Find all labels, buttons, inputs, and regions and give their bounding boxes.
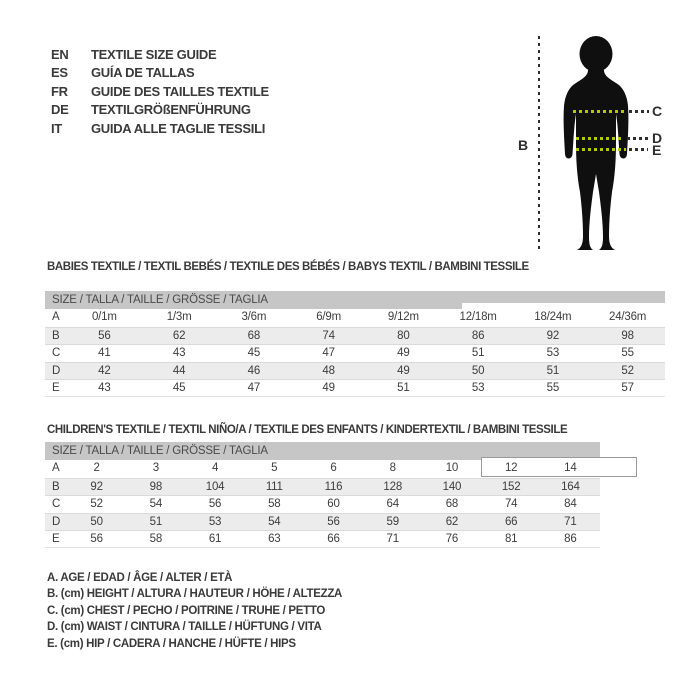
size-cell: 41: [98, 347, 111, 359]
size-cell: 18/24m: [534, 311, 572, 323]
chest-measure-dotted-line: [573, 110, 627, 113]
table-row-age: [45, 460, 600, 478]
size-cell: 62: [445, 515, 459, 528]
language-row-es: [51, 64, 269, 82]
hip-measure-leader-line: [629, 148, 648, 151]
size-cell: 61: [208, 533, 222, 545]
size-cell: 6: [330, 462, 337, 474]
size-cell: 81: [504, 533, 518, 545]
size-cell: 54: [268, 515, 281, 528]
babies-table-header-label: SIZE / TALLA / TAILLE / GRÖSSE / TAGLIA: [52, 294, 268, 306]
table-row-hip: [45, 379, 665, 397]
size-cell: 51: [397, 382, 410, 394]
language-guide-title: GUIDE DES TAILLES TEXTILE: [91, 83, 269, 99]
language-title-list: [51, 46, 269, 138]
row-label: E: [52, 533, 60, 545]
table-row-chest: [45, 495, 600, 513]
size-cell: 8: [389, 462, 396, 474]
size-cell: 62: [172, 329, 186, 342]
size-cell: 47: [322, 347, 335, 359]
size-cell: 5: [271, 462, 278, 474]
measure-label-waist: D: [652, 130, 663, 146]
row-label: E: [52, 382, 60, 394]
row-label: B: [52, 329, 60, 342]
size-cell: 68: [445, 498, 459, 510]
size-cell: 60: [327, 498, 340, 510]
size-cell: 56: [327, 515, 340, 528]
size-cell: 0/1m: [91, 311, 117, 323]
legend-line-chest: C. (cm) CHEST / PECHO / POITRINE / TRUHE / PETTO: [47, 604, 326, 617]
size-cell: 63: [268, 533, 281, 545]
size-cell: 50: [471, 364, 485, 377]
size-cell: 47: [247, 382, 261, 394]
measure-legend: [47, 570, 342, 652]
size-cell: 12: [504, 462, 518, 474]
measure-label-height: B: [518, 137, 529, 153]
size-cell: 9/12m: [387, 311, 419, 323]
size-cell: 52: [90, 498, 103, 510]
size-cell: 50: [90, 515, 103, 528]
size-cell: 2: [93, 462, 100, 474]
size-cell: 51: [471, 347, 485, 359]
size-cell: 111: [265, 480, 283, 493]
measure-label-chest: C: [652, 103, 663, 119]
size-cell: 57: [621, 382, 634, 394]
row-label: D: [52, 515, 61, 528]
language-guide-title: GUÍA DE TALLAS: [91, 65, 195, 81]
size-cell: 164: [561, 480, 580, 493]
size-cell: 64: [386, 498, 399, 510]
size-cell: 6/9m: [316, 311, 342, 323]
size-cell: 58: [149, 533, 163, 545]
size-cell: 53: [546, 347, 560, 359]
babies-table-header: [45, 291, 665, 309]
language-code: FR: [51, 83, 68, 99]
babies-section-title: BABIES TEXTILE / TEXTIL BEBÉS / TEXTILE DES BÉBÉS / BABYS TEXTIL / BAMBINI TESSILE: [47, 261, 529, 273]
row-label: C: [52, 498, 61, 510]
language-guide-title: GUIDA ALLE TAGLIE TESSILI: [91, 120, 266, 136]
child-silhouette-icon: [552, 30, 642, 254]
size-cell: 74: [504, 498, 518, 510]
size-cell: 56: [98, 329, 111, 342]
size-cell: 54: [149, 498, 163, 510]
waist-measure-leader-line: [627, 137, 648, 140]
size-cell: 86: [564, 533, 577, 545]
table-row-height: [45, 327, 665, 345]
size-cell: 51: [149, 515, 163, 528]
size-cell: 12/18m: [459, 311, 497, 323]
table-row-height: [45, 478, 600, 496]
size-cell: 74: [322, 329, 335, 342]
size-cell: 45: [172, 382, 186, 394]
row-label: D: [52, 364, 61, 377]
size-cell: 68: [247, 329, 261, 342]
language-code: DE: [51, 102, 69, 118]
legend-line-hip: E. (cm) HIP / CADERA / HANCHE / HÜFTE / HIPS: [47, 637, 296, 650]
size-cell: 49: [397, 347, 410, 359]
size-cell: 1/3m: [166, 311, 192, 323]
waist-measure-dotted-line: [576, 137, 623, 140]
language-code: IT: [51, 120, 62, 136]
babies-size-table: [45, 291, 665, 397]
language-row-de: [51, 101, 269, 119]
size-cell: 80: [397, 329, 410, 342]
table-row-age: [45, 309, 665, 327]
size-cell: 56: [208, 498, 222, 510]
table-row-hip: [45, 530, 600, 548]
language-row-fr: [51, 83, 269, 101]
size-cell: 84: [564, 498, 577, 510]
size-cell: 55: [621, 347, 634, 359]
measure-label-hip: E: [652, 142, 662, 158]
size-cell: 116: [324, 480, 343, 493]
size-cell: 3/6m: [241, 311, 267, 323]
size-cell: 140: [442, 480, 462, 493]
size-cell: 44: [172, 364, 186, 377]
row-label: C: [52, 347, 61, 359]
table-row-waist: [45, 362, 665, 380]
legend-line-waist: D. (cm) WAIST / CINTURA / TAILLE / HÜFTUNG / VITA: [47, 621, 322, 634]
size-cell: 76: [445, 533, 459, 545]
table-row-chest: [45, 344, 665, 362]
size-cell: 98: [621, 329, 634, 342]
size-cell: 10: [445, 462, 459, 474]
size-cell: 92: [546, 329, 560, 342]
size-cell: 3: [152, 462, 159, 474]
size-cell: 98: [149, 480, 163, 493]
row-label: A: [52, 462, 60, 474]
language-row-it: [51, 120, 269, 138]
row-label: A: [52, 311, 60, 323]
size-cell: 66: [327, 533, 340, 545]
size-cell: 51: [546, 364, 560, 377]
size-cell: 45: [247, 347, 261, 359]
size-cell: 58: [268, 498, 281, 510]
language-guide-title: TEXTILE SIZE GUIDE: [91, 47, 217, 62]
size-cell: 55: [546, 382, 560, 394]
size-cell: 14: [564, 462, 577, 474]
size-cell: 92: [90, 480, 103, 493]
size-cell: 53: [471, 382, 485, 394]
height-measure-dotted-line: [538, 36, 540, 252]
size-cell: 152: [501, 480, 521, 493]
size-cell: 86: [471, 329, 485, 342]
chest-measure-leader-line: [629, 110, 649, 113]
size-cell: 52: [621, 364, 634, 377]
size-cell: 56: [90, 533, 103, 545]
children-table-header-label: SIZE / TALLA / TAILLE / GRÖSSE / TAGLIA: [52, 445, 268, 457]
language-row-en: [51, 46, 269, 64]
size-cell: 24/36m: [609, 311, 647, 323]
size-cell: 71: [386, 533, 399, 545]
children-section-title: CHILDREN'S TEXTILE / TEXTIL NIÑO/A / TEXTILE DES ENFANTS / KINDERTEXTIL / BAMBINI TESSILE: [47, 424, 568, 436]
size-cell: 48: [322, 364, 335, 377]
legend-line-height: B. (cm) HEIGHT / ALTURA / HAUTEUR / HÖHE / ALTEZZA: [47, 588, 343, 601]
size-cell: 43: [98, 382, 111, 394]
size-cell: 104: [205, 480, 225, 493]
size-cell: 4: [211, 462, 219, 474]
row-label: B: [52, 480, 60, 493]
language-code: EN: [51, 47, 69, 62]
hip-measure-dotted-line: [576, 148, 626, 151]
size-cell: 49: [322, 382, 335, 394]
size-cell: 42: [98, 364, 111, 377]
legend-line-age: A. AGE / EDAD / ÂGE / ALTER / ETÀ: [47, 572, 233, 584]
size-cell: 46: [247, 364, 261, 377]
size-cell: 59: [386, 515, 399, 528]
size-cell: 53: [208, 515, 222, 528]
table-row-waist: [45, 513, 600, 531]
language-guide-title: TEXTILGRÖßENFÜHRUNG: [91, 102, 251, 118]
size-cell: 66: [504, 515, 518, 528]
language-code: ES: [51, 65, 68, 81]
size-cell: 71: [564, 515, 577, 528]
size-cell: 43: [172, 347, 186, 359]
size-cell: 49: [397, 364, 410, 377]
size-cell: 128: [383, 480, 403, 493]
